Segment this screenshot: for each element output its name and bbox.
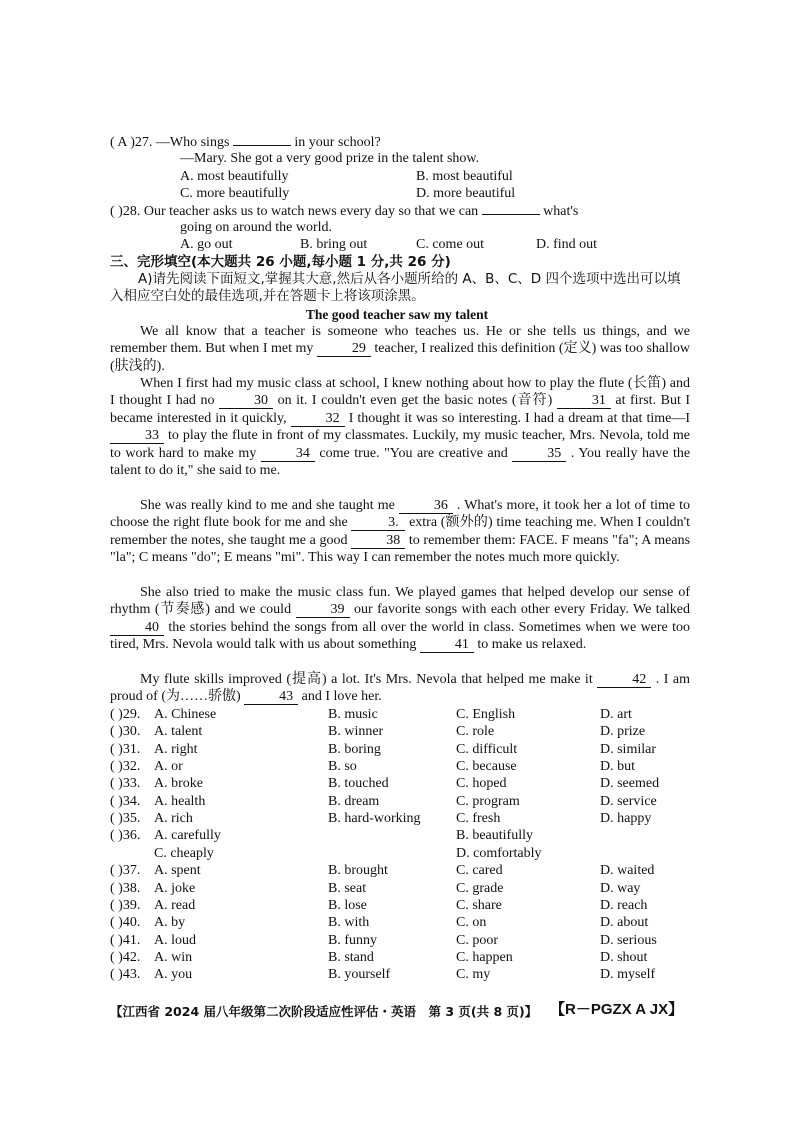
cloze-option: D. way	[600, 880, 641, 896]
question-27	[110, 133, 690, 151]
cloze-option: C. poor	[456, 932, 498, 948]
cloze-option: C. share	[456, 897, 502, 913]
cloze-option: D. serious	[600, 932, 657, 948]
article-title: The good teacher saw my talent	[305, 307, 489, 322]
cloze-option: B. stand	[328, 949, 374, 965]
cloze-question-number: ( )33.	[110, 776, 141, 792]
cloze-question-number: ( )34.	[110, 793, 141, 809]
cloze-question-number: ( )35.	[110, 811, 141, 827]
text: come true. "You are creative and	[319, 445, 508, 461]
cloze-option: C. because	[456, 759, 517, 775]
blank-36: 36	[399, 499, 453, 514]
cloze-option: A. Chinese	[154, 707, 217, 722]
cloze-option: C. grade	[456, 880, 504, 896]
cloze-option: B. so	[328, 759, 357, 775]
option: B. bring out	[300, 237, 368, 252]
cloze-option: D. reach	[600, 897, 648, 913]
cloze-option: C. role	[456, 724, 495, 740]
option: C. more beautifully	[180, 186, 290, 201]
cloze-option: C. English	[456, 707, 516, 722]
cloze-option: C. cared	[456, 863, 503, 879]
cloze-question-number: ( )42.	[110, 949, 141, 965]
cloze-question-number: ( )32.	[110, 759, 141, 775]
text: on it. I couldn't even get the basic notes (音符)	[277, 393, 553, 409]
cloze-option: A. or	[154, 759, 183, 775]
cloze-option: C. difficult	[456, 741, 518, 757]
text: I thought it was so interesting. I had a dream at that time—I	[348, 410, 691, 426]
blank-34: 34	[261, 447, 315, 462]
blank-40: 40	[110, 621, 164, 636]
article-paragraph-4	[110, 584, 690, 654]
option: A. most beautifully	[180, 169, 289, 184]
section-title: 三、完形填空(本大题共 26 小题,每小题 1 分,共 26 分)	[110, 254, 451, 270]
cloze-option: C. cheaply	[154, 845, 214, 861]
cloze-option: D. happy	[600, 811, 652, 827]
cloze-question-number: ( )29.	[110, 707, 141, 722]
blank-39: 39	[296, 603, 350, 618]
cloze-option: C. program	[456, 793, 520, 809]
cloze-question-number: ( )39.	[110, 897, 141, 913]
cloze-option: D. service	[600, 793, 657, 809]
cloze-option: A. talent	[154, 724, 203, 740]
cloze-option: B. hard-working	[328, 811, 421, 827]
cloze-option: C. hoped	[456, 776, 507, 792]
text: to make us relaxed.	[477, 637, 587, 653]
footer-code: 【R－PGZX A JX】	[550, 1001, 684, 1018]
cloze-option: C. on	[456, 915, 487, 931]
cloze-option: A. spent	[154, 863, 201, 879]
text: She was really kind to me and she taught me	[140, 498, 395, 513]
option: A. go out	[180, 237, 233, 252]
question-27-reply: —Mary. She got a very good prize in the talent show.	[180, 151, 480, 166]
cloze-option: C. fresh	[456, 811, 501, 827]
text: We all know that a teacher is someone who teaches us. He or she tells us things, and we remember them. But when I met my	[110, 324, 690, 357]
cloze-question-number: ( )36.	[110, 828, 141, 844]
blank-35: 35	[512, 447, 566, 462]
cloze-option: C. my	[456, 967, 491, 983]
cloze-option: A. broke	[154, 776, 203, 792]
cloze-option: D. seemed	[600, 776, 660, 792]
page-footer	[110, 1003, 690, 1020]
cloze-option: A. joke	[154, 880, 196, 896]
cloze-option: C. happen	[456, 949, 513, 965]
question-28-line2: going on around the world.	[180, 220, 333, 235]
cloze-option: B. dream	[328, 793, 380, 809]
question-stem: Our teacher asks us to watch news every day so that we can	[143, 204, 479, 219]
cloze-option: D. prize	[600, 724, 646, 740]
cloze-option: D. but	[600, 759, 635, 775]
cloze-option: D. art	[600, 707, 632, 722]
text: the stories behind the songs from all over the world in class. Sometimes when we were too tired, Mrs. Nevola would talk with us about something	[110, 619, 690, 653]
cloze-option: D. comfortably	[456, 845, 542, 861]
cloze-option: A. you	[154, 967, 193, 983]
option: B. most beautiful	[416, 169, 513, 184]
option: D. find out	[536, 237, 598, 252]
cloze-question-number: ( )31.	[110, 741, 141, 757]
blank-43: 43	[244, 690, 298, 705]
blank-30: 30	[219, 394, 273, 409]
cloze-option: D. similar	[600, 741, 656, 757]
text: . What's more, it took her a lot of time to choose the right flute book for me and she	[110, 498, 691, 531]
cloze-option: D. shout	[600, 949, 648, 965]
cloze-option: A. carefully	[154, 828, 221, 844]
question-stem-end: in your school?	[294, 135, 381, 150]
option: C. come out	[416, 237, 485, 252]
cloze-option: A. loud	[154, 932, 196, 948]
cloze-question-number: ( )43.	[110, 967, 141, 983]
cloze-question-number: ( )30.	[110, 724, 141, 740]
blank-37: 3.	[351, 516, 405, 531]
footer-text: 【江西省 2024 届八年级第二次阶段适应性评估・英语 第 3 页(共 8 页)】	[110, 1004, 538, 1019]
cloze-option: A. win	[154, 949, 193, 965]
cloze-option: A. by	[154, 915, 186, 931]
article-paragraph-2	[110, 375, 690, 479]
cloze-question-number: ( )40.	[110, 915, 141, 931]
text: extra (额外的) time teaching me. When I couldn't remember the notes, she taught me a good	[110, 515, 690, 548]
question-number: ( A )27.	[110, 135, 153, 150]
cloze-option: D. myself	[600, 967, 656, 983]
cloze-option: B. yourself	[328, 967, 391, 983]
article-paragraph-5	[110, 671, 690, 706]
article-paragraph-3	[110, 497, 690, 567]
cloze-option: B. brought	[328, 863, 388, 879]
cloze-option: B. with	[328, 915, 370, 931]
section-instructions: A)请先阅读下面短文,掌握其大意,然后从各小题所给的 A、B、C、D 四个选项中选出可以填入相应空白处的最佳选项,并在答题卡上将该项涂黑。	[110, 271, 681, 304]
cloze-option: B. boring	[328, 741, 381, 757]
cloze-option: B. seat	[328, 880, 367, 896]
text: . I am proud of (为……骄傲)	[110, 672, 691, 705]
text: to play the flute in front of my classmates. Luckily, my music teacher, Mrs. Nevola, told me to work hard to make my	[110, 428, 691, 461]
cloze-option: D. about	[600, 915, 649, 931]
option: D. more beautiful	[416, 186, 516, 201]
blank-38: 38	[351, 534, 405, 549]
cloze-option: A. rich	[154, 811, 193, 827]
cloze-option: A. health	[154, 793, 206, 809]
cloze-question-number: ( )38.	[110, 880, 141, 896]
cloze-question-number: ( )41.	[110, 932, 141, 948]
answer-blank	[482, 202, 540, 215]
blank-29: 29	[317, 342, 371, 357]
answer-blank	[233, 133, 291, 146]
cloze-option: B. music	[328, 707, 378, 722]
text: at first. But I became interested in it quickly,	[110, 393, 691, 426]
question-stem-end: what's	[543, 204, 579, 219]
blank-32: 32	[291, 412, 345, 427]
blank-41: 41	[420, 638, 474, 653]
cloze-option: B. beautifully	[456, 828, 533, 844]
text: When I first had my music class at school, I knew nothing about how to play the flute (长笛) and I thought I had no	[110, 376, 690, 409]
text: My flute skills improved (提高) a lot. It's Mrs. Nevola that helped me make it	[140, 672, 593, 687]
text: teacher, I realized this definition (定义) was too shallow (肤浅的).	[110, 341, 691, 374]
cloze-option: B. touched	[328, 776, 389, 792]
text: our favorite songs with each other every Friday. We talked	[354, 602, 691, 618]
article-paragraph-1	[110, 323, 690, 375]
cloze-option: B. winner	[328, 724, 384, 740]
question-number: ( )28.	[110, 204, 141, 219]
cloze-option: A. read	[154, 897, 196, 913]
cloze-option: D. waited	[600, 863, 655, 879]
question-28	[110, 202, 690, 220]
text: . You really have the talent to do it," she said to me.	[110, 445, 691, 479]
text: She also tried to make the music class fun. We played games that helped develop our sense of rhythm (节奏感) and we could	[110, 585, 690, 618]
blank-33: 33	[110, 429, 164, 444]
cloze-option: B. lose	[328, 897, 367, 913]
blank-42: 42	[597, 673, 651, 688]
cloze-option: B. funny	[328, 932, 377, 948]
text: to remember them: FACE. F means "fa"; A means "la"; C means "do"; E means "mi". This way I can remember the notes much more quickly.	[110, 532, 691, 566]
question-stem: —Who sings	[155, 135, 230, 150]
cloze-option: A. right	[154, 741, 198, 757]
blank-31: 31	[557, 394, 611, 409]
text: and I love her.	[301, 689, 382, 705]
cloze-question-number: ( )37.	[110, 863, 141, 879]
